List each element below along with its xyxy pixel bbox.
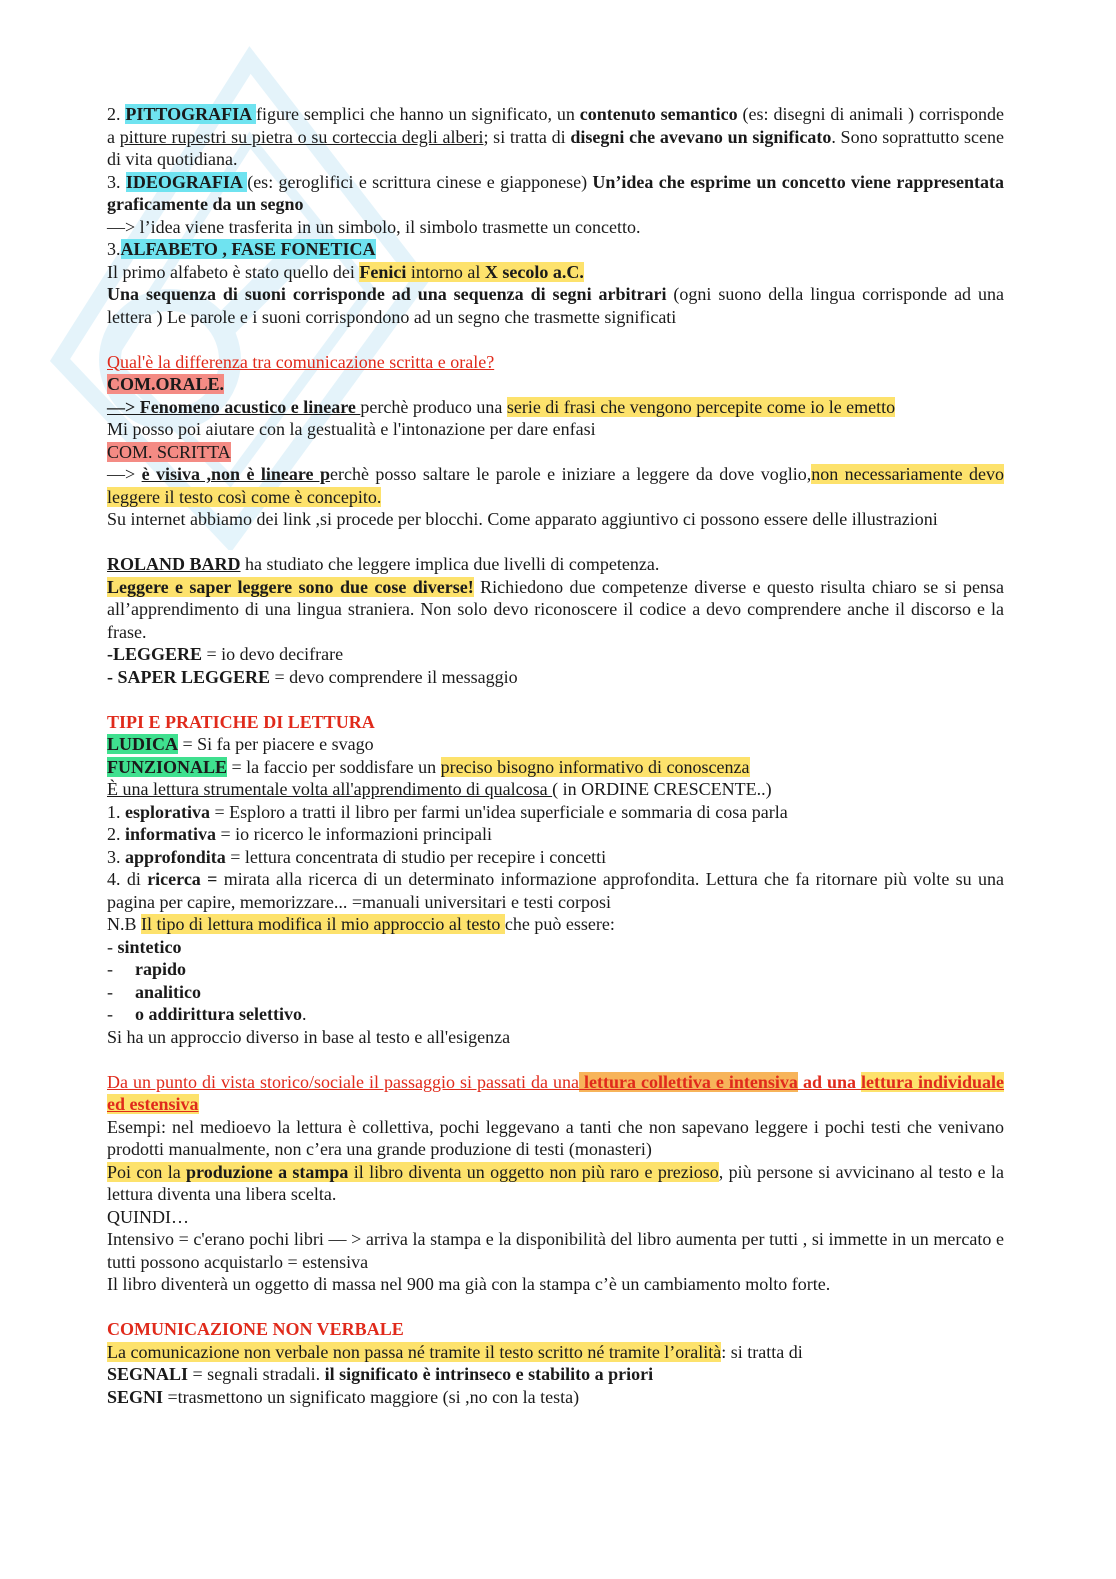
heading-com-orale: COM.ORALE. xyxy=(107,374,224,394)
line-visiva: —> è visiva ,non è lineare perchè posso saltare le parole e iniziare a leggere da dove voglio,non necessariamente devo leggere il testo così come è concepito. xyxy=(107,464,1005,507)
line-leggere: -LEGGERE = io devo decifrare xyxy=(107,644,344,664)
line-roland-bard: ROLAND BARD ha studiato che leggere implica due livelli di competenza. xyxy=(107,554,660,574)
line-segnali: SEGNALI = segnali stradali. il significato è intrinseco e stabilito a priori xyxy=(107,1364,654,1384)
list-rapido: - rapido xyxy=(107,959,187,979)
line-saper-leggere: - SAPER LEGGERE = devo comprendere il messaggio xyxy=(107,666,518,687)
heading-tipi-lettura: TIPI E PRATICHE DI LETTURA xyxy=(107,711,375,732)
line-leggere-saper: Leggere e saper leggere sono due cose diverse! Richiedono due competenze diverse e questo risulta chiaro se si pensa all’apprendimento di una lingua straniera. Non solo devo riconoscere il codice a devo comprendere anche il discorso e la frase. xyxy=(107,576,1004,642)
line-ludica: LUDICA = Si fa per piacere e svago xyxy=(107,734,374,754)
line-pittografia: 2. PITTOGRAFIA figure semplici che hanno un significato, un contenuto semantico (es: disegni di animali ) corrisponde a pitture rupestri su pietra o su corteccia degli alberi; si tratta di disegni che avevano un significato. Sono soprattutto scene di vita quotidiana. xyxy=(107,104,1005,169)
line-esplorativa: 1. esplorativa = Esploro a tratti il libro per farmi un'idea superficiale e sommaria di cosa parla xyxy=(107,801,788,822)
line-ideografia: 3. IDEOGRAFIA (es: geroglifici e scrittura cinese e giapponese) Un’idea che esprime un concetto viene rappresentata graficamente da un segno xyxy=(107,171,1005,214)
line-gestualita: Mi posso poi aiutare con la gestualità e l'intonazione per dare enfasi xyxy=(107,419,596,439)
line-storico-sociale: Da un punto di vista storico/sociale il passaggio si passati da una lettura collettiva e intensiva ad una lettura individuale ed estensiva xyxy=(107,1071,1005,1114)
heading-com-scritta: COM. SCRITTA xyxy=(107,441,231,462)
line-strumentale: È una lettura strumentale volta all'apprendimento di qualcosa ( in ORDINE CRESCENTE..) xyxy=(107,779,772,799)
line-internet: Su internet abbiamo dei link ,si procede per blocchi. Come apparato aggiuntivo ci possono essere delle illustrazioni xyxy=(107,509,938,529)
list-analitico: - analitico xyxy=(107,981,201,1002)
question-differenza: Qual'è la differenza tra comunicazione scritta e orale? xyxy=(107,351,495,372)
document-page xyxy=(107,103,1004,1408)
line-medioevo: Esempi: nel medioevo la lettura è collettiva, pochi leggevano a tanti che non sapevano leggere i pochi testi che venivano prodotti manualmente, non c’era una grande produzione di testi (monasteri) xyxy=(107,1116,1004,1159)
line-nb: N.B Il tipo di lettura modifica il mio approccio al testo che può essere: xyxy=(107,914,615,934)
line-stampa: Poi con la produzione a stampa il libro diventa un oggetto non più raro e prezioso, più persone si avvicinano al testo e la lettura diventa una libera scelta. xyxy=(107,1161,1004,1204)
line-alfabeto: 3.ALFABETO , FASE FONETICA xyxy=(107,239,376,259)
line-idea-simbolo: —> l’idea viene trasferita in un simbolo, il simbolo trasmette un concetto. xyxy=(107,216,641,237)
line-approccio-diverso: Si ha un approccio diverso in base al testo e all'esigenza xyxy=(107,1026,511,1047)
line-approfondita: 3. approfondita = lettura concentrata di studio per recepire i concetti xyxy=(107,846,607,867)
line-fenomeno-acustico: —> Fenomeno acustico e lineare perchè produco una serie di frasi che vengono percepite come io le emetto xyxy=(107,396,896,417)
heading-non-verbale: COMUNICAZIONE NON VERBALE xyxy=(107,1319,404,1339)
line-funzionale: FUNZIONALE = la faccio per soddisfare un preciso bisogno informativo di conoscenza xyxy=(107,756,750,777)
line-informativa: 2. informativa = io ricerco le informazioni principali xyxy=(107,824,493,844)
line-intensivo: Intensivo = c'erano pochi libri — > arriva la stampa e la disponibilità del libro aumenta per tutti , si immette in un mercato e tutti possono acquistarlo = estensiva xyxy=(107,1229,1004,1272)
list-selettivo: - o addirittura selettivo. xyxy=(107,1004,307,1024)
line-sequenza-suoni: Una sequenza di suoni corrisponde ad una sequenza di segni arbitrari (ogni suono della lingua corrisponde ad una lettera ) Le parole e i suoni corrispondono ad un segno che trasmette significati xyxy=(107,284,1004,327)
line-oggetto-massa: Il libro diventerà un oggetto di massa nel 900 ma già con la stampa c’è un cambiamento molto forte. xyxy=(107,1274,831,1294)
list-sintetico: - sintetico xyxy=(107,936,182,957)
line-segni: SEGNI =trasmettono un significato maggiore (si ,no con la testa) xyxy=(107,1386,580,1407)
line-quindi: QUINDI… xyxy=(107,1206,189,1227)
line-fenici: Il primo alfabeto è stato quello dei Fenici intorno al X secolo a.C. xyxy=(107,261,584,282)
line-non-verbale: La comunicazione non verbale non passa né tramite il testo scritto né tramite l’oralità: si tratta di xyxy=(107,1341,803,1362)
line-ricerca: 4. di ricerca = mirata alla ricerca di un determinato informazione approfondita. Lettura che fa ritornare più volte su una pagina per capire, memorizzare... =manuali universitari e testi corposi xyxy=(107,869,1004,912)
